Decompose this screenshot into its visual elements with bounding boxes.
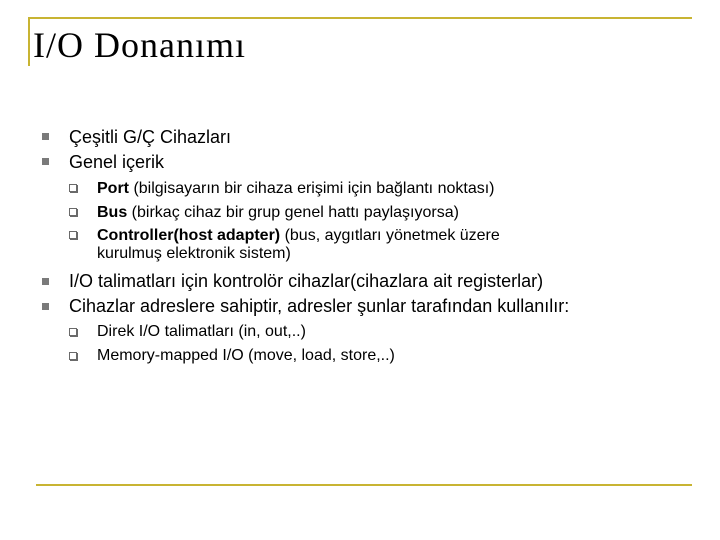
sub-bullet-marker xyxy=(69,208,77,216)
bullet-text: Cihazlar adreslere sahiptir, adresler şunlar tarafından kullanılır: xyxy=(69,296,570,316)
sub-bullet-desc: (bus, aygıtları yönetmek üzere xyxy=(280,227,500,244)
bullet-marker xyxy=(42,158,49,165)
sub-bullet-term: Bus xyxy=(97,204,128,221)
bullet-text: Çeşitli G/Ç Cihazları xyxy=(69,127,232,147)
bullet-text: I/O talimatları için kontrolör cihazlar(cihazlara ait registerlar) xyxy=(69,271,544,291)
bullet-marker xyxy=(42,133,49,140)
sub-bullet-marker xyxy=(69,231,77,239)
top-rule xyxy=(28,17,692,19)
sub-bullet-text xyxy=(97,203,459,223)
sub-bullet-text-continuation: kurulmuş elektronik sistem) xyxy=(97,245,291,262)
sub-bullet-marker xyxy=(69,184,77,192)
bullet-marker xyxy=(42,278,49,285)
bottom-rule xyxy=(36,484,692,486)
sub-bullet-term: Port xyxy=(97,180,129,197)
sub-bullet-text: Direk I/O talimatları (in, out,..) xyxy=(97,323,306,340)
left-rule xyxy=(28,18,30,66)
bullet-marker xyxy=(42,303,49,310)
sub-bullet-term: Controller(host adapter) xyxy=(97,227,281,244)
sub-bullet-marker xyxy=(69,352,77,360)
sub-bullet-desc: (birkaç cihaz bir grup genel hattı paylaşıyorsa) xyxy=(127,204,459,221)
bullet-text: Genel içerik xyxy=(69,152,165,172)
sub-bullet-marker xyxy=(69,328,77,336)
slide-title: I/O Donanımı xyxy=(33,25,246,65)
sub-bullet-text xyxy=(97,226,500,246)
sub-bullet-text xyxy=(97,179,494,199)
sub-bullet-text: Memory-mapped I/O (move, load, store,..) xyxy=(97,347,395,364)
sub-bullet-desc: (bilgisayarın bir cihaza erişimi için bağlantı noktası) xyxy=(129,180,495,197)
